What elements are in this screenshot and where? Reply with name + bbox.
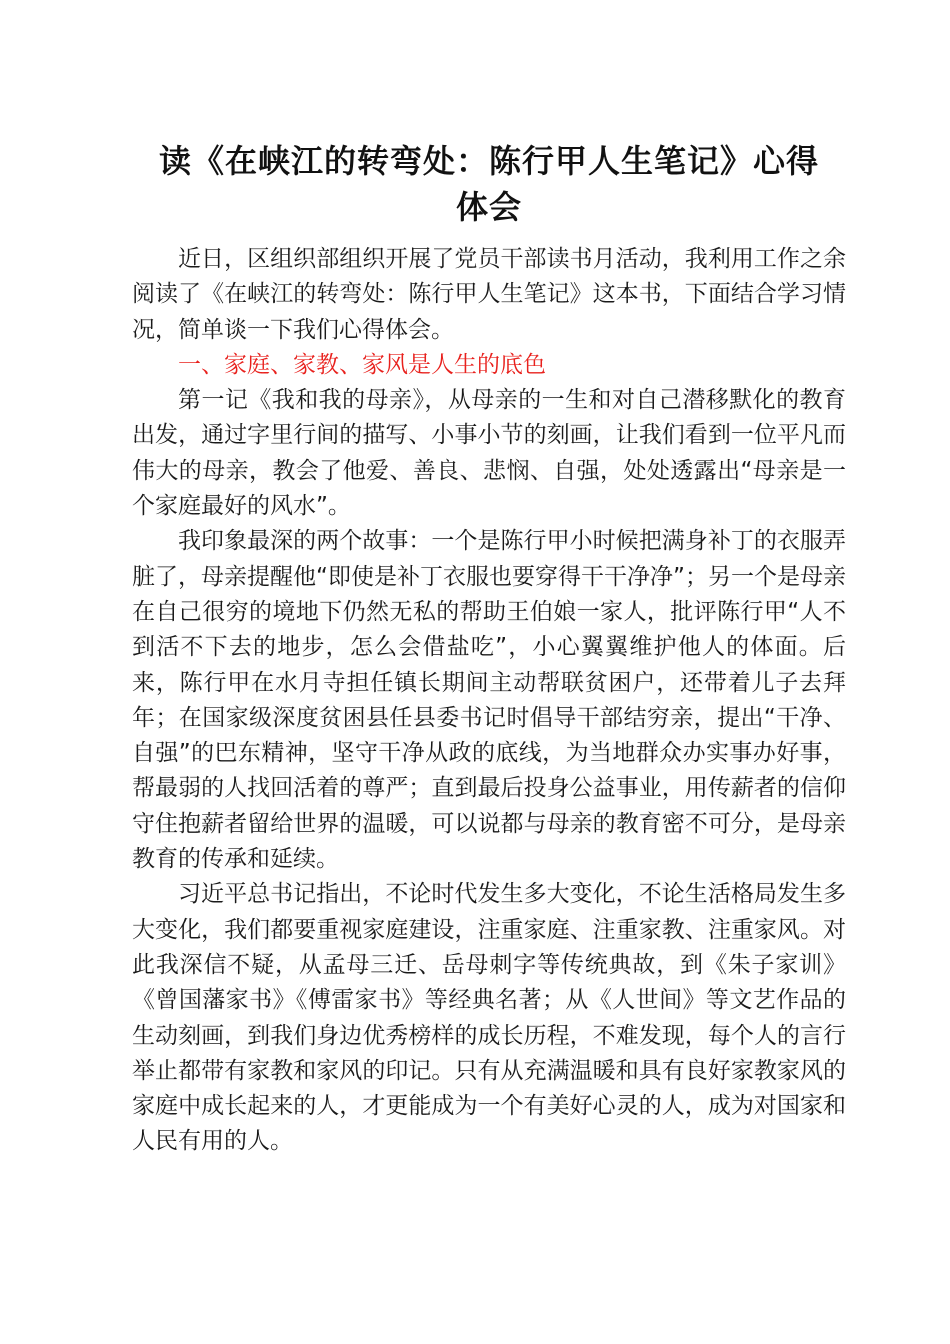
document-body (132, 242, 846, 1160)
title-line-1: 读《在峡江的转弯处：陈行甲人生笔记》心得 (158, 142, 819, 180)
title-line-2: 体会 (455, 188, 522, 226)
body-paragraph-1: 第一记《我和我的母亲》，从母亲的一生和对自己潜移默化的教育出发，通过字里行间的描写、小事小节的刻画，让我们看到一位平凡而伟大的母亲，教会了他爱、善良、悲悯、自强，处处透露出“母亲是一个家庭最好的风水”。 (132, 387, 846, 520)
body-paragraph-2: 我印象最深的两个故事：一个是陈行甲小时候把满身补丁的衣服弄脏了，母亲提醒他“即使是补丁衣服也要穿得干干净净”；另一个是母亲在自己很穷的境地下仍然无私的帮助王伯娘一家人，批评陈行甲“人不到活不下去的地步，怎么会借盐吃”，小心翼翼维护他人的体面。后来，陈行甲在水月寺担任镇长期间主动帮联贫困户，还带着儿子去拜年；在国家级深度贫困县任县委书记时倡导干部结穷亲，提出“干净、自强”的巴东精神，坚守干净从政的底线，为当地群众办实事办好事，帮最弱的人找回活着的尊严；直到最后投身公益事业，用传薪者的信仰守住抱薪者留给世界的温暖，可以说都与母亲的教育密不可分，是母亲教育的传承和延续。 (132, 528, 846, 873)
body-paragraph-3: 习近平总书记指出，不论时代发生多大变化，不论生活格局发生多大变化，我们都要重视家庭建设，注重家庭、注重家教、注重家风。对此我深信不疑，从孟母三迁、岳母刺字等传统典故，到《朱子家训》《曾国藩家书》《傅雷家书》等经典名著；从《人世间》等文艺作品的生动刻画，到我们身边优秀榜样的成长历程，不难发现，每个人的言行举止都带有家教和家风的印记。只有从充满温暖和具有良好家教家风的家庭中成长起来的人，才更能成为一个有美好心灵的人，成为对国家和人民有用的人。 (132, 881, 846, 1155)
document-content (132, 138, 846, 1160)
document-title (132, 138, 846, 230)
section-heading-1: 一、家庭、家教、家风是人生的底色 (178, 351, 546, 378)
intro-paragraph: 近日，区组织部组织开展了党员干部读书月活动，我利用工作之余阅读了《在峡江的转弯处：陈行甲人生笔记》这本书，下面结合学习情况，简单谈一下我们心得体会。 (132, 246, 846, 343)
